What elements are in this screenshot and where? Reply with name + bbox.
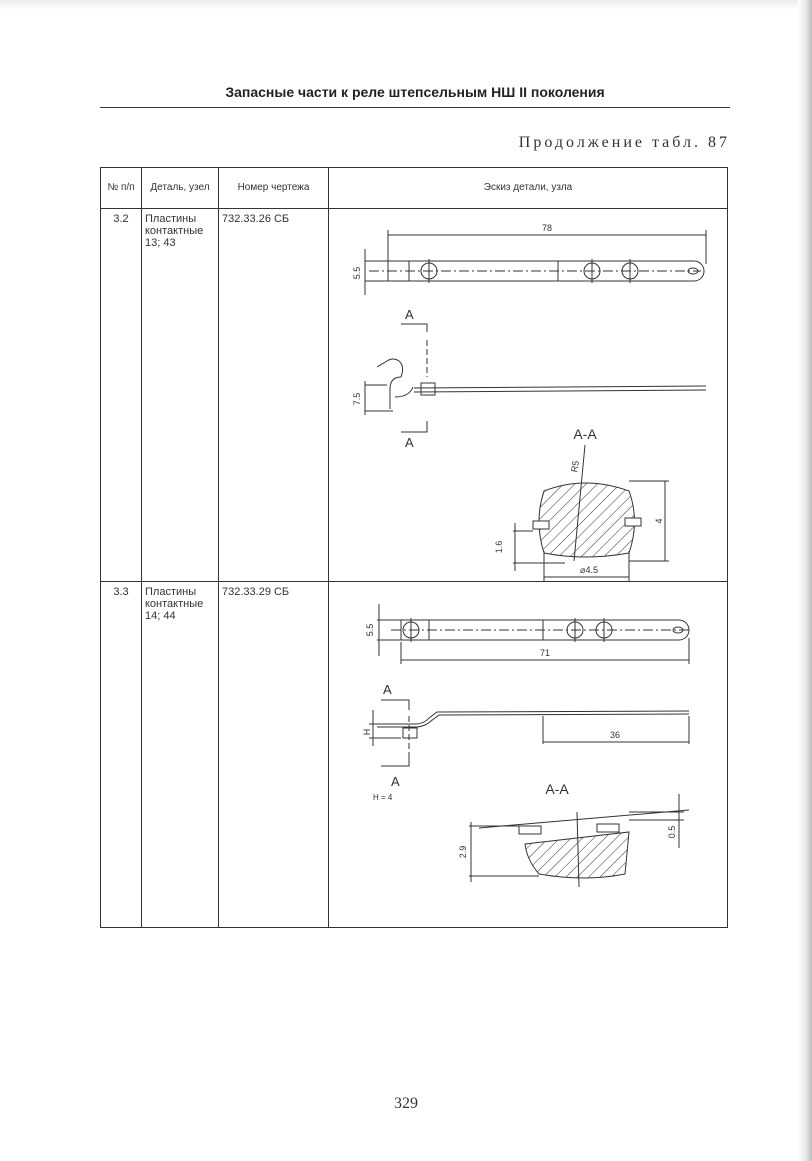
- row-part-name: Пластины контактные 14; 44: [145, 586, 204, 622]
- section-body: [525, 832, 629, 878]
- dim-left-label: 1.6: [494, 540, 504, 554]
- table-header-row: [101, 168, 728, 209]
- page-number: 329: [394, 1095, 418, 1112]
- col-header-sketch: Эскиз детали, узла: [329, 168, 728, 209]
- row-number: 3.2: [113, 213, 129, 225]
- col-header-drawing: Номер чертежа: [219, 168, 329, 209]
- section-title: А-А: [573, 426, 597, 442]
- contact-rivet-side: [421, 383, 435, 395]
- section-tab-right: [625, 518, 641, 526]
- dim-height-label: 5.5: [352, 266, 362, 280]
- section-mark-bottom: А: [391, 774, 400, 789]
- section-body: [539, 483, 635, 557]
- table-row: [101, 209, 728, 582]
- dim-diameter-label: ⌀4.5: [580, 565, 598, 575]
- dim-length-label: 78: [541, 223, 553, 233]
- dim-right-label: 4: [654, 518, 664, 524]
- sketch-contact-plate-14-44: [329, 582, 727, 927]
- header-rule: [100, 107, 730, 108]
- contact-rivet-side: [403, 728, 417, 738]
- sketch-contact-plate-13-43: [329, 209, 727, 581]
- table-row: [101, 582, 728, 928]
- section-tab-left: [519, 826, 541, 834]
- dim-radius-label: R5: [569, 459, 581, 474]
- row-drawing-number: 732.33.29 СБ: [222, 586, 290, 598]
- dim-left-label: 2.9: [458, 845, 468, 859]
- row-number: 3.3: [113, 586, 129, 598]
- dim-right-label: 0.5: [667, 825, 677, 839]
- row-drawing-number: 732.33.26 СБ: [222, 213, 290, 225]
- section-mark-top: А: [383, 682, 392, 697]
- dim-length-label: 71: [539, 648, 551, 658]
- h-value-note: Н = 4: [373, 793, 393, 802]
- col-header-part: Деталь, узел: [142, 168, 219, 209]
- section-tab-right: [597, 824, 619, 832]
- spare-parts-table: [100, 167, 728, 928]
- plate-outline-top: [388, 261, 704, 281]
- dim-height-label: 5.5: [365, 623, 375, 637]
- row-part-name: Пластины контактные 13; 43: [145, 213, 204, 249]
- page-edge-top: [0, 0, 812, 10]
- table-continuation-caption: Продолжение табл. 87: [518, 134, 730, 151]
- section-mark-bottom: А: [405, 435, 414, 450]
- dim-h-label: Н: [362, 728, 372, 736]
- section-title: А-А: [545, 781, 569, 797]
- running-header: Запасные части к реле штепсельным НШ II поколения: [225, 84, 605, 100]
- section-mark-top: А: [405, 307, 414, 322]
- page-edge-shadow: [798, 0, 812, 1161]
- col-header-number: № п/п: [101, 168, 142, 209]
- section-tab-left: [533, 521, 549, 529]
- dim-flat-label: 36: [609, 730, 621, 740]
- dim-hook-label: 7.5: [352, 392, 362, 406]
